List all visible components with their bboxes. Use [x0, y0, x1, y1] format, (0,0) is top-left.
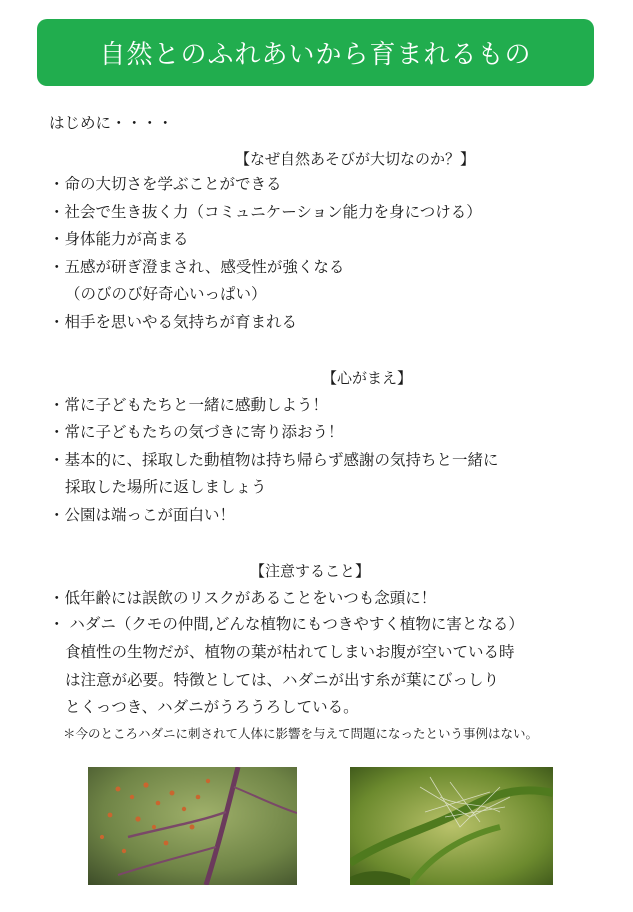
section2-item: ・常に子どもたちと一緒に感動しよう！ [49, 396, 329, 414]
section1-heading: 【なぜ自然あそびが大切なのか？】 [235, 150, 476, 168]
spider-mites-on-leaf-photo [88, 767, 297, 885]
section2-item: 採取した場所に返しましょう [65, 478, 267, 496]
section2-heading: 【心がまえ】 [322, 369, 413, 387]
section3-item: ・ ハダニ（クモの仲間,どんな植物にもつきやすく植物に害となる） [49, 615, 524, 633]
section3-item: は注意が必要。特徴としては、ハダニが出す糸が葉にびっしり [65, 671, 500, 689]
title-banner [37, 19, 594, 86]
section2-item: ・公園は端っこが面白い！ [49, 506, 236, 524]
section3-item: とくっつき、ハダニがうろうろしている。 [65, 698, 359, 716]
section2-item: ・常に子どもたちの気づきに寄り添おう！ [49, 423, 344, 441]
section1-item: ・命の大切さを学ぶことができる [49, 175, 282, 193]
section3-item: 食植性の生物だが、植物の葉が枯れてしまいお腹が空いている時 [65, 643, 515, 661]
page-title: 自然とのふれあいから育まれるもの [99, 40, 532, 70]
section1-item: ・身体能力が高まる [49, 230, 189, 248]
section1-item: ・相手を思いやる気持ちが育まれる [49, 313, 298, 331]
section1-item: ・五感が研ぎ澄まされ、感受性が強くなる [49, 258, 345, 276]
section1-item: （のびのび好奇心いっぱい） [65, 285, 267, 303]
intro-text: はじめに・・・・ [49, 114, 174, 132]
spider-mite-webbing-photo [350, 767, 553, 885]
section3-heading: 【注意すること】 [250, 562, 371, 580]
section3-item: ・低年齢には誤飲のリスクがあることをいつも念頭に！ [49, 589, 437, 607]
section3-note: ＊今のところハダニに刺されて人体に影響を与えて問題になったという事例はない。 [63, 726, 539, 741]
section1-item: ・社会で生き抜く力（コミュニケーション能力を身につける） [49, 203, 482, 221]
section2-item: ・基本的に、採取した動植物は持ち帰らず感謝の気持ちと一緒に [49, 451, 499, 469]
